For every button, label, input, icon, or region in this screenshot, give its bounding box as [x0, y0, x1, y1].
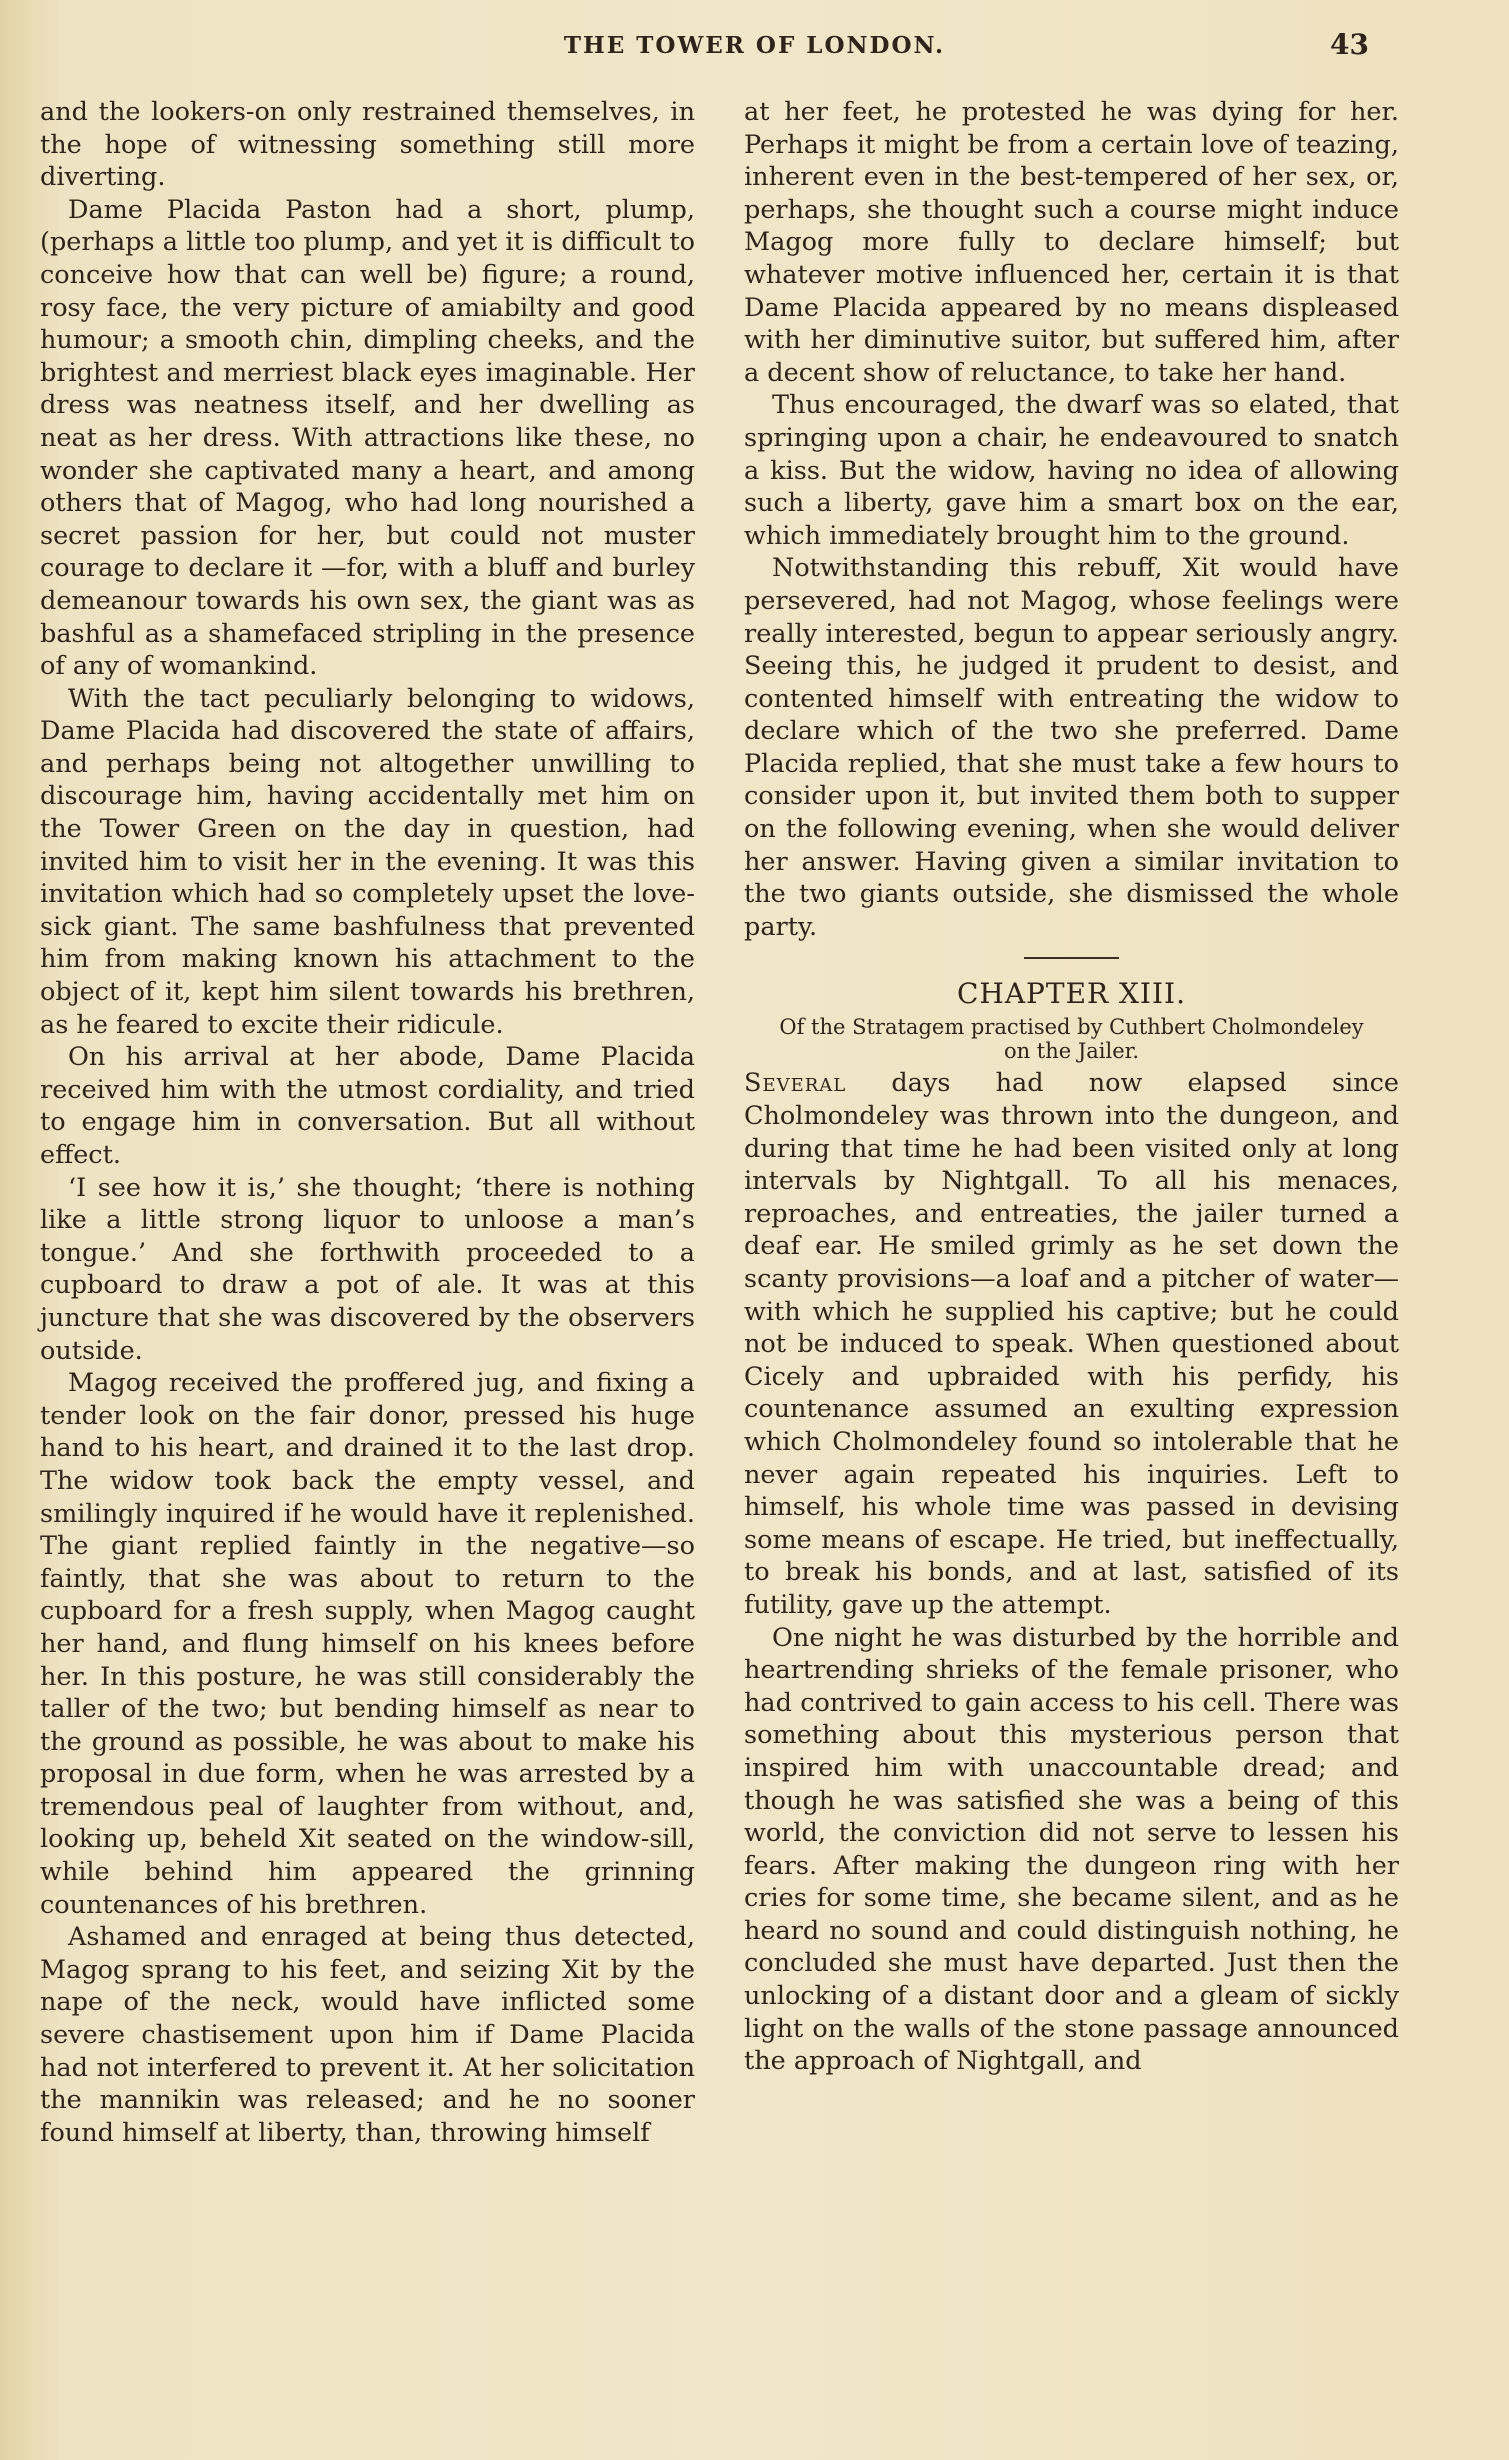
page-number: 43 [1330, 28, 1369, 61]
paragraph: One night he was disturbed by the horrible and heartrending shrieks of the female prisoner, who had contrived to gain access to his cell. There was something about this mysterious person that inspired him with unaccountable dread; and though he was satisfied she was a being of this world, the conviction did not serve to lessen his fears. After making the dungeon ring with her cries for some time, she became silent, and as he heard no sound and could distinguish nothing, he concluded she must have departed. Just then the unlocking of a distant door and a gleam of sickly light on the walls of the stone passage announced the approach of Nightgall, and [744, 1622, 1399, 2077]
paragraph: Dame Placida Paston had a short, plump, (perhaps a little too plump, and yet it is difficult to conceive how that can well be) figure; a round, rosy face, the very picture of amiabilty and good humour; a smooth chin, dimpling cheeks, and the brightest and merriest black eyes imaginable. Her dress was neatness itself, and her dwelling as neat as her dress. With attractions like these, no wonder she captivated many a heart, and among others that of Magog, who had long nourished a secret passion for her, but could not muster courage to declare it —for, with a bluff and burley demeanour towards his own sex, the giant was as bashful as a shamefaced stripling in the presence of any of womankind. [40, 194, 695, 682]
paragraph: Thus encouraged, the dwarf was so elated, that springing upon a chair, he endeavoured to snatch a kiss. But the widow, having no idea of allowing such a liberty, gave him a smart box on the ear, which immediately brought him to the ground. [744, 390, 1399, 551]
running-title: THE TOWER OF LONDON. [563, 32, 946, 59]
paragraph: ‘I see how it is,’ she thought; ‘there is nothing like a little strong liquor to unloose a man’s tongue.’ And she forthwith proceeded to a cupboard to draw a pot of ale. It was at this juncture that she was discovered by the observers outside. [40, 1172, 695, 1366]
chapter-subtitle: Of the Stratagem practised by Cuthbert Cholmondeley on the Jailer. [779, 1015, 1364, 1064]
right-column [744, 96, 1399, 2078]
paragraph: at her feet, he protested he was dying for her. Perhaps it might be from a certain love of teazing, inherent even in the best-tempered of her sex, or, perhaps, she thought such a course might induce Magog more fully to declare himself; but whatever motive influenced her, certain it is that Dame Placida appeared by no means displeased with her diminutive suitor, but suffered him, after a decent show of reluctance, to take her hand. [744, 97, 1399, 388]
paragraph: With the tact peculiarly belonging to widows, Dame Placida had discovered the state of affairs, and perhaps being not altogether unwilling to discourage him, having accidentally met him on the Tower Green on the day in question, had invited him to visit her in the evening. It was this invitation which had so completely upset the love-sick giant. The same bashfulness that prevented him from making known his attachment to the object of it, kept him silent towards his brethren, as he feared to excite their ridicule. [40, 683, 695, 1040]
chapter-opening-text: days had now elapsed since Cholmondeley was thrown into the dungeon, and during that time he had been visited only at long intervals by Nightgall. To all his menaces, reproaches, and entreaties, the jailer turned a deaf ear. He smiled grimly as he set down the scanty provisions—a loaf and a pitcher of water—with which he supplied his captive; but he could not be induced to speak. When questioned about Cicely and upbraided with his perfidy, his countenance assumed an exulting expression which Cholmondeley found so intolerable that he never again repeated his inquiries. Left to himself, his whole time was passed in devising some means of escape. He tried, but ineffectually, to break his bonds, and at last, satisfied of its futility, gave up the attempt. [744, 1068, 1399, 1620]
paragraph: and the lookers-on only restrained themselves, in the hope of witnessing something still more diverting. [40, 97, 695, 193]
paragraph: Notwithstanding this rebuff, Xit would have persevered, had not Magog, whose feelings were really interested, begun to appear seriously angry. Seeing this, he judged it prudent to desist, and contented himself with entreating the widow to declare which of the two she preferred. Dame Placida replied, that she must take a few hours to consider upon it, but invited them both to supper on the following evening, when she would deliver her answer. Having given a similar invitation to the two giants outside, she dismissed the whole party. [744, 553, 1399, 942]
chapter-heading: CHAPTER XIII. [956, 977, 1186, 1011]
paragraph: On his arrival at her abode, Dame Placida received him with the utmost cordiality, and tried to engage him in conversation. But all without effect. [40, 1042, 695, 1170]
paragraph: Magog received the proffered jug, and fixing a tender look on the fair donor, pressed his huge hand to his heart, and drained it to the last drop. The widow took back the empty vessel, and smilingly inquired if he would have it replenished. The giant replied faintly in the negative—so faintly, that she was about to return to the cupboard for a fresh supply, when Magog caught her hand, and flung himself on his knees before her. In this posture, he was still considerably the taller of the two; but bending himself as near to the ground as possible, he was about to make his proposal in due form, when he was arrested by a tremendous peal of laughter from without, and, looking up, beheld Xit seated on the window-sill, while behind him appeared the grinning countenances of his brethren. [40, 1368, 695, 1920]
left-column [40, 96, 695, 2149]
chapter-opening-word: Several [744, 1068, 847, 1099]
chapter-opening-paragraph [744, 1067, 1399, 1621]
running-head [0, 26, 1509, 66]
paragraph: Ashamed and enraged at being thus detected, Magog sprang to his feet, and seizing Xit by the nape of the neck, would have inflicted some severe chastisement upon him if Dame Placida had not interfered to prevent it. At her solicitation the mannikin was released; and he no sooner found himself at liberty, than, throwing himself [40, 1922, 695, 2148]
section-divider [1024, 957, 1119, 959]
